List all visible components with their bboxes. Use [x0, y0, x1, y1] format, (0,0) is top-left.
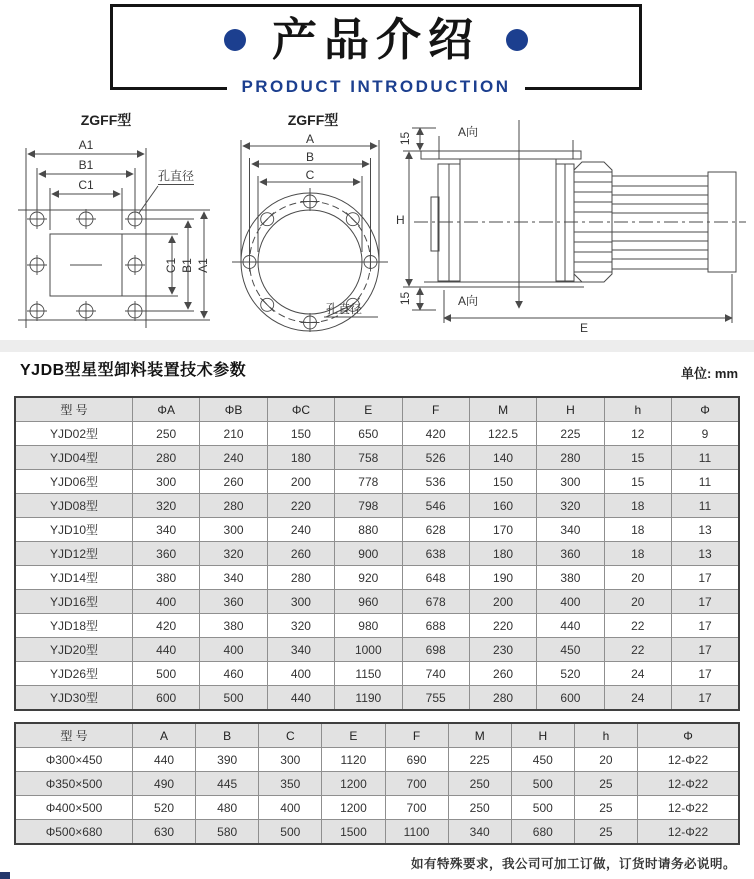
table-cell: 500 [511, 772, 574, 796]
column-header: H [537, 397, 604, 422]
table-cell: 9 [672, 422, 740, 446]
table-cell: 260 [469, 662, 536, 686]
column-header: A [133, 723, 196, 748]
table-cell: 300 [200, 518, 267, 542]
table-cell: 15 [604, 470, 671, 494]
table-cell: 520 [537, 662, 604, 686]
table-cell: 170 [469, 518, 536, 542]
table-cell: 1000 [335, 638, 402, 662]
table-cell: YJD30型 [15, 686, 133, 711]
table-cell: 340 [537, 518, 604, 542]
table-cell: 440 [537, 614, 604, 638]
table-cell: 13 [672, 542, 740, 566]
table-cell: 480 [196, 796, 259, 820]
column-header: C [259, 723, 322, 748]
drawing-title: ZGFF型 [287, 112, 339, 128]
table-cell: 12-Φ22 [638, 772, 740, 796]
column-header: B [196, 723, 259, 748]
table-cell: 200 [267, 470, 334, 494]
table-cell: 340 [448, 820, 511, 845]
table-cell: 440 [267, 686, 334, 711]
table-cell: 360 [537, 542, 604, 566]
table-cell: 440 [133, 638, 200, 662]
table-cell: 630 [133, 820, 196, 845]
table-cell: 25 [574, 820, 637, 845]
table-cell: 11 [672, 470, 740, 494]
table-row [15, 686, 739, 711]
footer-note: 如有特殊要求，我公司可加工订做，订货时请务必说明。 [410, 857, 736, 871]
column-header: E [335, 397, 402, 422]
round-flange-drawing [228, 112, 396, 340]
table-row [15, 518, 739, 542]
table-cell: 320 [133, 494, 200, 518]
table-cell: 180 [267, 446, 334, 470]
table-cell: 526 [402, 446, 469, 470]
table-cell: 1100 [385, 820, 448, 845]
column-header: h [604, 397, 671, 422]
table-cell: 18 [604, 518, 671, 542]
dim-label-b1-vertical: B1 [179, 258, 194, 273]
table-cell: 380 [537, 566, 604, 590]
table-cell: 250 [133, 422, 200, 446]
table-cell: 12-Φ22 [638, 748, 740, 772]
table-row [15, 590, 739, 614]
table-row [15, 748, 739, 772]
table-cell: 740 [402, 662, 469, 686]
table-cell: Φ400×500 [15, 796, 133, 820]
table-cell: 638 [402, 542, 469, 566]
table-cell: 628 [402, 518, 469, 542]
table-cell: YJD20型 [15, 638, 133, 662]
table-cell: 225 [448, 748, 511, 772]
table-cell: 798 [335, 494, 402, 518]
table-cell: YJD14型 [15, 566, 133, 590]
table-cell: 340 [200, 566, 267, 590]
table-cell: 22 [604, 614, 671, 638]
table-cell: 320 [200, 542, 267, 566]
column-header: ΦB [200, 397, 267, 422]
table-cell: 1120 [322, 748, 385, 772]
table-cell: 25 [574, 796, 637, 820]
table-cell: 400 [267, 662, 334, 686]
offset-top-label: 15 [398, 131, 413, 146]
table-cell: 260 [267, 542, 334, 566]
table-cell: 225 [537, 422, 604, 446]
banner-title-row [113, 7, 639, 73]
page-subtitle: PRODUCT INTRODUCTION [227, 77, 524, 97]
height-dim-label: H [396, 213, 405, 227]
table-cell: 150 [469, 470, 536, 494]
table-cell: 700 [385, 772, 448, 796]
table-cell: 280 [469, 686, 536, 711]
table-cell: 122.5 [469, 422, 536, 446]
table-row [15, 820, 739, 845]
column-header: 型 号 [15, 397, 133, 422]
section-divider [0, 340, 754, 352]
column-header: F [385, 723, 448, 748]
table-cell: 650 [335, 422, 402, 446]
square-flange-drawing [6, 114, 221, 339]
column-header: M [448, 723, 511, 748]
table-cell: 280 [267, 566, 334, 590]
column-header: ΦC [267, 397, 334, 422]
table-cell: 400 [200, 638, 267, 662]
table-section-title: YJDB型星型卸料装置技术参数 [20, 362, 247, 379]
column-header: M [469, 397, 536, 422]
table-cell: 380 [133, 566, 200, 590]
unit-label: 单位: mm [680, 366, 738, 381]
column-header: H [511, 723, 574, 748]
table-cell: 420 [402, 422, 469, 446]
table-cell: 280 [537, 446, 604, 470]
table-row [15, 662, 739, 686]
table-cell: 340 [133, 518, 200, 542]
dim-label-c1-vertical: C1 [164, 257, 179, 274]
table-cell: 900 [335, 542, 402, 566]
table-cell: YJD16型 [15, 590, 133, 614]
table-cell: 250 [448, 772, 511, 796]
column-header: Φ [638, 723, 740, 748]
dim-label-c: C [305, 168, 315, 182]
table-cell: 536 [402, 470, 469, 494]
table-cell: YJD08型 [15, 494, 133, 518]
table-cell: 240 [200, 446, 267, 470]
square-flange-svg [6, 114, 221, 339]
table-cell: 200 [469, 590, 536, 614]
table-cell: 688 [402, 614, 469, 638]
banner-subtitle-row [113, 77, 639, 97]
table-cell: 600 [133, 686, 200, 711]
table-cell: 400 [259, 796, 322, 820]
table-cell: 220 [267, 494, 334, 518]
table-cell: YJD02型 [15, 422, 133, 446]
table-cell: 250 [448, 796, 511, 820]
left-dot-icon [224, 29, 246, 51]
table-cell: 400 [537, 590, 604, 614]
table-row [15, 614, 739, 638]
round-flange-svg [228, 112, 396, 340]
table-header-row [15, 397, 739, 422]
table-cell: 20 [604, 566, 671, 590]
dim-label-a: A [305, 132, 314, 146]
column-header: Φ [672, 397, 740, 422]
table-cell: 17 [672, 566, 740, 590]
table-cell: 920 [335, 566, 402, 590]
table-cell: 300 [537, 470, 604, 494]
table-cell: 380 [200, 614, 267, 638]
dim-label-a1: A1 [78, 138, 94, 152]
table-cell: 280 [133, 446, 200, 470]
table-cell: YJD12型 [15, 542, 133, 566]
table-row [15, 542, 739, 566]
table-cell: 1200 [322, 796, 385, 820]
table-cell: YJD18型 [15, 614, 133, 638]
column-header: 型 号 [15, 723, 133, 748]
table-row [15, 796, 739, 820]
table-cell: 260 [200, 470, 267, 494]
dim-label-b: B [305, 150, 314, 164]
table-cell: 500 [259, 820, 322, 845]
table-cell: YJD06型 [15, 470, 133, 494]
table-cell: 25 [574, 772, 637, 796]
table-cell: 360 [133, 542, 200, 566]
table-cell: 520 [133, 796, 196, 820]
dim-label-b1: B1 [78, 158, 94, 172]
table-row [15, 638, 739, 662]
next-section-peek [0, 872, 10, 879]
table-cell: 340 [267, 638, 334, 662]
table-cell: 980 [335, 614, 402, 638]
table-cell: 1200 [322, 772, 385, 796]
table-cell: YJD04型 [15, 446, 133, 470]
column-header: E [322, 723, 385, 748]
table-cell: 18 [604, 494, 671, 518]
table-cell: 12-Φ22 [638, 796, 740, 820]
table-cell: 500 [511, 796, 574, 820]
table-cell: 17 [672, 686, 740, 711]
offset-bottom-label: 15 [398, 291, 413, 306]
table-cell: 758 [335, 446, 402, 470]
table-cell: 648 [402, 566, 469, 590]
table-cell: 13 [672, 518, 740, 542]
table-cell: 778 [335, 470, 402, 494]
table-cell: 1190 [335, 686, 402, 711]
table-cell: 15 [604, 446, 671, 470]
drawing-title: ZGFF型 [80, 112, 132, 128]
table-cell: 420 [133, 614, 200, 638]
table-cell: 350 [259, 772, 322, 796]
column-header: ΦA [133, 397, 200, 422]
table-row [15, 494, 739, 518]
right-dot-icon [506, 29, 528, 51]
table-cell: 690 [385, 748, 448, 772]
table-cell: 450 [511, 748, 574, 772]
table-cell: 210 [200, 422, 267, 446]
table-cell: 678 [402, 590, 469, 614]
table-cell: YJD26型 [15, 662, 133, 686]
table-cell: 500 [200, 686, 267, 711]
hole-diameter-label: 孔直径 [158, 169, 195, 183]
table-cell: 546 [402, 494, 469, 518]
column-header: h [574, 723, 637, 748]
table-cell: 12 [604, 422, 671, 446]
table-cell: 440 [133, 748, 196, 772]
table-cell: Φ500×680 [15, 820, 133, 845]
hole-diameter-label: 孔直径 [326, 302, 363, 316]
table-cell: 150 [267, 422, 334, 446]
table-cell: 140 [469, 446, 536, 470]
table-row [15, 470, 739, 494]
table-cell: 700 [385, 796, 448, 820]
table-cell: 960 [335, 590, 402, 614]
table-cell: 1150 [335, 662, 402, 686]
table-cell: 320 [267, 614, 334, 638]
table-cell: Φ350×500 [15, 772, 133, 796]
table-cell: 12-Φ22 [638, 820, 740, 845]
table-cell: 18 [604, 542, 671, 566]
table-row [15, 772, 739, 796]
table-cell: 300 [259, 748, 322, 772]
table-cell: 17 [672, 590, 740, 614]
table-cell: 280 [200, 494, 267, 518]
table-cell: 445 [196, 772, 259, 796]
table-cell: 240 [267, 518, 334, 542]
view-a-top-label: A向 [458, 125, 479, 139]
table-cell: Φ300×450 [15, 748, 133, 772]
table-cell: 190 [469, 566, 536, 590]
table-cell: YJD10型 [15, 518, 133, 542]
product-intro-banner [110, 4, 642, 96]
side-view-drawing [396, 114, 752, 341]
table-cell: 320 [537, 494, 604, 518]
table-cell: 490 [133, 772, 196, 796]
table-row [15, 566, 739, 590]
column-header: F [402, 397, 469, 422]
table-row [15, 446, 739, 470]
table-cell: 180 [469, 542, 536, 566]
page-title: 产品介绍 [271, 14, 480, 65]
dim-label-c1: C1 [78, 178, 94, 192]
table-cell: 580 [196, 820, 259, 845]
table-cell: 680 [511, 820, 574, 845]
table-cell: 400 [133, 590, 200, 614]
yjd-parameters-table [14, 396, 740, 711]
table-cell: 600 [537, 686, 604, 711]
table-cell: 24 [604, 686, 671, 711]
length-dim-label: E [579, 321, 588, 335]
round-model-parameters-table [14, 722, 740, 845]
table-cell: 230 [469, 638, 536, 662]
table-cell: 460 [200, 662, 267, 686]
table-cell: 20 [604, 590, 671, 614]
table-cell: 11 [672, 494, 740, 518]
table-cell: 11 [672, 446, 740, 470]
table-cell: 1500 [322, 820, 385, 845]
table-cell: 160 [469, 494, 536, 518]
table-cell: 300 [267, 590, 334, 614]
view-a-bottom-label: A向 [458, 294, 479, 308]
table-cell: 20 [574, 748, 637, 772]
table-cell: 24 [604, 662, 671, 686]
table-cell: 17 [672, 662, 740, 686]
table-cell: 220 [469, 614, 536, 638]
table-row [15, 422, 739, 446]
table-cell: 450 [537, 638, 604, 662]
table-header-row [15, 723, 739, 748]
dim-label-a1-vertical: A1 [195, 258, 210, 273]
table-cell: 17 [672, 638, 740, 662]
table-cell: 17 [672, 614, 740, 638]
table-cell: 880 [335, 518, 402, 542]
table-cell: 300 [133, 470, 200, 494]
table-cell: 390 [196, 748, 259, 772]
table-cell: 698 [402, 638, 469, 662]
table-cell: 360 [200, 590, 267, 614]
table-cell: 500 [133, 662, 200, 686]
table-cell: 755 [402, 686, 469, 711]
table-cell: 22 [604, 638, 671, 662]
side-view-svg [396, 114, 752, 341]
